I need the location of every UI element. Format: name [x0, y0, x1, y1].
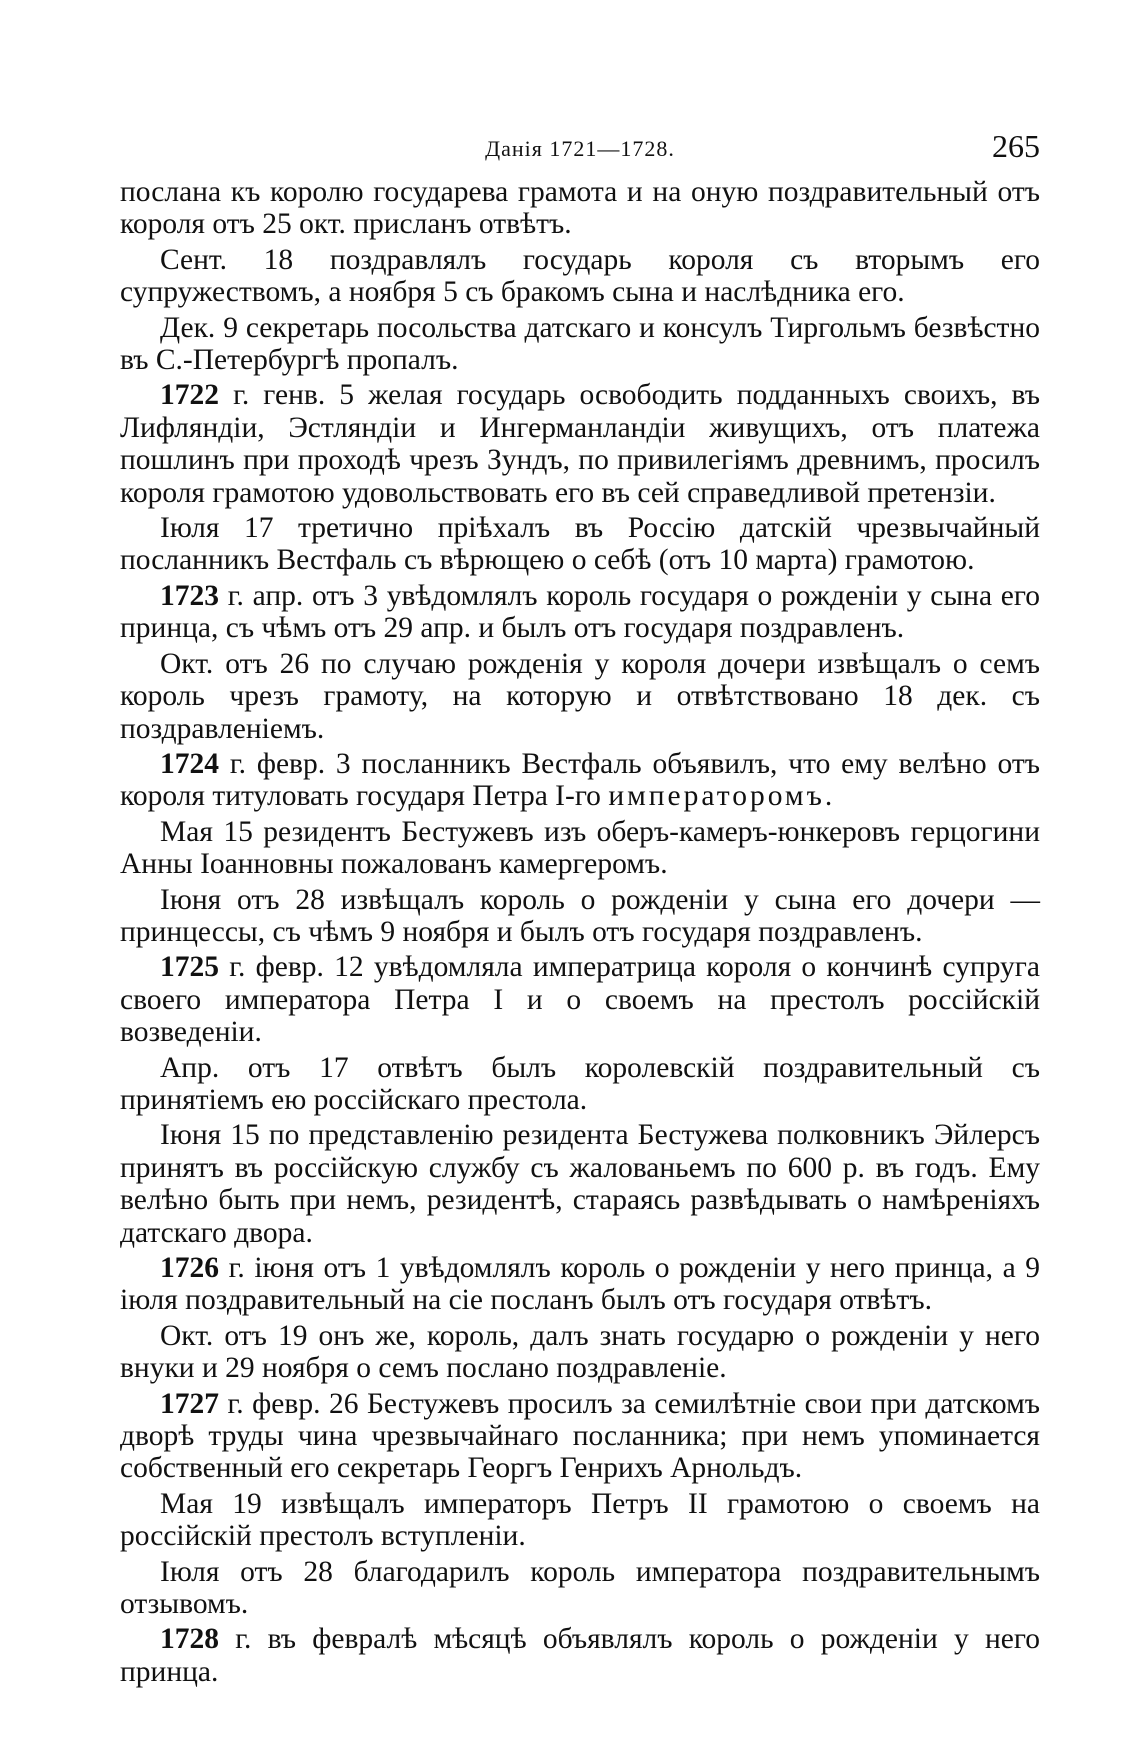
page-header — [120, 128, 1040, 168]
paragraph: Мая 19 извѣщалъ императоръ Петръ II грамотою о своемъ на россійскій престолъ вступленіи. — [120, 1487, 1040, 1553]
paragraph: Окт. отъ 19 онъ же, король, далъ знать государю о рожденіи у него внуки и 29 ноября о семъ послано поздравленіе. — [120, 1319, 1040, 1385]
body-text — [120, 176, 1040, 1691]
paragraph: 1727 г. февр. 26 Бестужевъ просилъ за семилѣтніе свои при датскомъ дворѣ труды чина чрезвычайнаго посланника; при немъ упоминается собственный его секретарь Георгъ Генрихъ Арнольдъ. — [120, 1387, 1040, 1485]
paragraph: 1726 г. іюня отъ 1 увѣдомлялъ король о рожденіи у него принца, а 9 іюля поздравительный на сіе посланъ былъ отъ государя отвѣтъ. — [120, 1252, 1040, 1317]
paragraph: 1722 г. генв. 5 желая государь освободить подданныхъ своихъ, въ Лифляндіи, Эстляндіи и Ингерманландіи живущихъ, отъ платежа пошлинъ при проходѣ чрезъ Зундъ, по привилегіямъ древнимъ, просилъ короля грамотою удовольствовать его въ сей справедливой претензіи. — [120, 379, 1040, 509]
year-label: 1728 — [160, 1623, 219, 1656]
paragraph: Іюня отъ 28 извѣщалъ король о рожденіи у сына его дочери — принцессы, съ чѣмъ 9 ноября и былъ отъ государя поздравленъ. — [120, 883, 1040, 948]
year-label: 1726 — [160, 1252, 219, 1284]
paragraph: 1728 г. въ февралѣ мѣсяцѣ объявлялъ король о рожденіи у него принца. — [120, 1623, 1040, 1688]
paragraph: Іюля отъ 28 благодарилъ король императора поздравительнымъ отзывомъ. — [120, 1555, 1040, 1621]
spaced-emphasis: императоромъ — [608, 780, 825, 813]
year-label: 1722 — [160, 379, 219, 412]
paragraph: послана къ королю государева грамота и на оную поздравительный отъ короля отъ 25 окт. присланъ отвѣтъ. — [120, 176, 1040, 241]
paragraph: 1724 г. февр. 3 посланникъ Вестфаль объявилъ, что ему велѣно отъ короля титуловать государя Петра I-го императоромъ. — [120, 747, 1040, 813]
paragraph: Іюля 17 третично пріѣхалъ въ Россію датскій чрезвычайный посланникъ Вестфаль съ вѣрющею о себѣ (отъ 10 марта) грамотою. — [120, 512, 1040, 577]
year-label: 1725 — [160, 951, 219, 984]
paragraph: Дек. 9 секретарь посольства датскаго и консулъ Тиргольмъ безвѣстно въ С.-Петербургѣ пропалъ. — [120, 311, 1040, 377]
paragraph: Сент. 18 поздравлялъ государь короля съ вторымъ его супружествомъ, а ноября 5 съ бракомъ сына и наслѣдника его. — [120, 243, 1040, 309]
paragraph: Мая 15 резидентъ Бестужевъ изъ оберъ-камеръ-юнкеровъ герцогини Анны Іоанновны пожалованъ камергеромъ. — [120, 815, 1040, 881]
year-label: 1727 — [160, 1387, 219, 1420]
paragraph: Іюня 15 по представленію резидента Бестужева полковникъ Эйлерсъ принятъ въ россійскую службу съ жалованьемъ по 600 р. въ годъ. Ему велѣно быть при немъ, резидентѣ, стараясь развѣдывать о намѣреніяхъ датскаго двора. — [120, 1119, 1040, 1249]
page-number: 265 — [992, 128, 1040, 164]
paragraph: 1725 г. февр. 12 увѣдомляла императрица короля о кончинѣ супруга своего императора Петра I и о своемъ на престолъ россійскій возведеніи. — [120, 951, 1040, 1049]
year-label: 1724 — [160, 747, 219, 780]
year-label: 1723 — [160, 579, 219, 612]
paragraph: 1723 г. апр. отъ 3 увѣдомлялъ король государя о рожденіи у сына его принца, съ чѣмъ отъ 29 апр. и былъ отъ государя поздравленъ. — [120, 579, 1040, 645]
running-title: Данія 1721—1728. — [485, 136, 675, 161]
paragraph: Окт. отъ 26 по случаю рожденія у короля дочери извѣщалъ о семъ король чрезъ грамоту, на которую и отвѣтствовано 18 дек. съ поздравленіемъ. — [120, 647, 1040, 745]
paragraph: Апр. отъ 17 отвѣтъ былъ королевскій поздравительный съ принятіемъ ею россійскаго престола. — [120, 1051, 1040, 1116]
